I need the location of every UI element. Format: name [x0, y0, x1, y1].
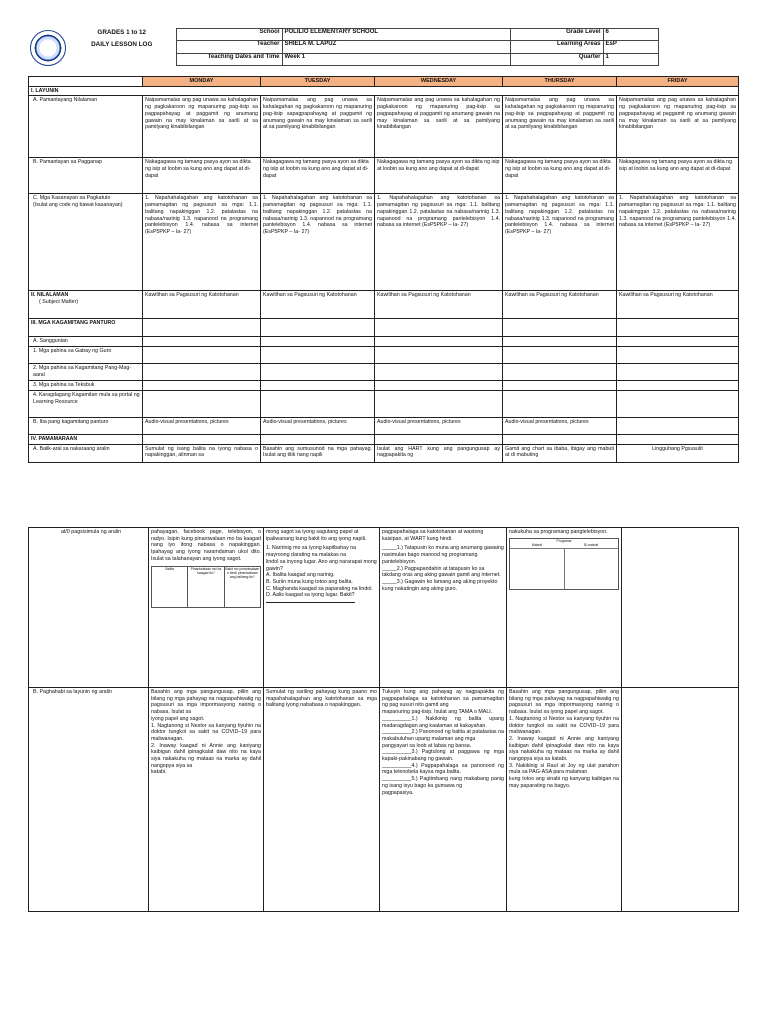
cell-a-mon: Naipamamalas ang pag unawa sa kahalagahan ng pagkakaroon ng mapanuring pag-iisip sa pagpapahayag at paggamit ng anumang gawain na may kinalaman sa sarili at sa pamilyang kinabibilangan	[143, 96, 261, 158]
pag-wed-2: __________1.) Nakikinig ng balita upang madaragdagan ang kaalaman at kakayahan.	[382, 715, 504, 729]
header-block	[28, 28, 738, 66]
section-layunin: I. LAYUNIN	[29, 86, 739, 96]
day-header-thursday: THURSDAY	[503, 77, 617, 87]
cell-a-thu: Naipamamalas ang pag unawa sa kahalagahan ng pagkakaroon ng mapanuring pag-iisip sa pagpapahayag at paggamit ng anumang gawain na may kinalaman sa sarili at sa pamilyang kinabibilangan	[503, 96, 617, 158]
nilalaman-label: II. NILALAMAN	[31, 292, 69, 299]
cell-a-fri: Naipamamalas ang pag unawa sa kahalagahan ng pagkakaroon ng mapanuring pag-iisip sa pagpapahayag at paggamit ng anumang gawain na may kinalaman sa sarili at sa pamilyang kinabibilangan	[617, 96, 739, 158]
pag-wed-0: Tukuyin kung ang pahayag ay nagpapakita ng pagpapahalaga sa katotohanan sa pamamagitan ng pag susuri nito gamit ang	[382, 689, 504, 709]
day-header-wednesday: WEDNESDAY	[375, 77, 503, 87]
programa-mini-table	[509, 538, 619, 590]
di-mabuti-col: Di-mabuti	[583, 542, 599, 547]
subject-matter-label: ( Subject Matter)	[39, 299, 79, 306]
day-header-friday: FRIDAY	[617, 77, 739, 87]
row-label-paghahabi: B. Paghahabi sa layunin ng aralin	[29, 688, 149, 912]
pag-wed-8: pagpapasiya.	[382, 789, 414, 796]
cell-pag-fri	[622, 688, 739, 912]
row-label-kagamitang-pang-mag-aaral: 2. Mga pahina sa Kagamitang Pang-Mag-aaral	[29, 364, 143, 381]
learning-area-value: EsP	[603, 41, 658, 53]
row-label-kasanayan	[29, 194, 143, 291]
tue-text-2: lindol sa inyong lugar. Ano ang nararapat mong gawin?	[266, 558, 377, 572]
row-label-kagamitang-panturo: III. MGA KAGAMITANG PANTURO	[29, 319, 143, 337]
dates-label: Teaching Dates and Time	[176, 53, 282, 65]
lesson-table-page1	[28, 76, 738, 463]
cell-nil-thu: Kawilihan sa Pagsusuri ng Katotohanan	[503, 291, 617, 319]
dates-value: Week 1	[282, 53, 510, 65]
tue-text-1: 1. Naririnig mo sa iyong kapitbahay na mayroong darating na malakas na	[266, 545, 357, 559]
quarter-label: Quarter	[510, 53, 603, 65]
cell-c-mon: 1. Napahahalagahan ang katotohanan sa pamamagitan ng pagsusuri sa mga: 1.1. balitang napakinggan 1.2. patalastas na nabasa/narinig 1.3. napanood na programang pantelebisyon 1.4. nabasa sa internet (EsP5PKP – Ia- 27)	[143, 194, 261, 291]
lesson-grid-continued	[28, 527, 739, 912]
tue-text-0: mong sagot sa iyong sagutang papel at ipaliwanang kung bakit ito ang iyong napili.	[266, 529, 367, 542]
learning-area-label: Learning Areas	[510, 41, 603, 53]
row-label-pamamaraan: IV. PAMAMARAAN	[29, 434, 143, 444]
pag-wed-4: pangyayari sa loob at labas ng bansa.	[382, 742, 472, 749]
cell-balik-fri: Lingguhang Pgsusulit	[617, 444, 739, 462]
pag-mon-3: 2. Inaway kaagad ni Annie ang kaniyang kaibigan dahil ipinagkalat daw nito na kaya siya nakakuha ng mataas na marka ay dahil nangopya siya sa	[151, 742, 261, 769]
teacher-label: Teacher	[176, 41, 282, 53]
cell-pag-thu	[507, 688, 622, 912]
mini-col-balita: Balita	[152, 567, 188, 607]
cell-balik-thu: Gamit ang chart sa ibaba, ibigay ang mabuti at di mabuting	[503, 444, 617, 462]
cell-iba-wed: Audio-visual presentations, pictures	[375, 417, 503, 434]
cell-pag-mon	[149, 688, 264, 912]
row-label-nilalaman	[29, 291, 143, 319]
row-label-balik-aral: A. Balik-aral sa nakaraang aralin	[29, 444, 143, 462]
cell-iba-thu: Audio-visual presentations, pictures	[503, 417, 617, 434]
cell-iba-tue: Audio-visual presentations, pictures	[261, 417, 375, 434]
cell-b-tue: Nakagagawa ng tamang pasya ayon sa dikta ng isip at loobin sa kung ano ang dapat at di-dapat	[261, 158, 375, 194]
deped-seal-logo	[28, 29, 68, 66]
pag-wed-7: __________5.) Pagtimbang nang makabang panig ng isang isyu bago ka gumawa ng	[382, 776, 504, 789]
tue-text-4: B. Suriin muna kung totoo ang balita.	[266, 578, 353, 585]
wed-text-3: _____3.) Gagawin ko lamang ang aking proyekto kung nakatingin ang aking guro.	[382, 578, 498, 592]
kasanayan-label: C. Mga Kasanayan sa Pagkatuto	[33, 195, 111, 202]
cell-balik-thu-cont	[507, 528, 622, 688]
thu-text: nakukuha sa programang pangtelebisyon.	[509, 529, 608, 535]
pag-thu-2: 2. Inaway kaagad ni Annie ang kaniyang kaibigan dahil ipinagkalat daw nito na kaya siya nakakuha ng mataas na marka ay dahil nangopya siya sa katabi.	[509, 735, 619, 763]
cell-c-thu: 1. Napahahalagahan ang katotohanan sa pamamagitan ng pagsusuri sa mga: 1.1. balitang napakinggan 1.2. patalastas na nabasa/narinig 1.3. napanood na programang pantelebisyon 1.4. nabasa sa internet (EsP5PKP – Ia- 27)	[503, 194, 617, 291]
cell-balik-wed: Isulat ang HART kung ang pangungusap ay nagpapakita ng	[375, 444, 503, 462]
balik-aral-continued-label: at/0 pagsisimula ng aralin	[29, 528, 149, 688]
cell-balik-fri-cont	[622, 528, 739, 688]
cell-b-fri: Nakagagawa ng tamang pasya ayon sa dikta ng isip at loobin sa kung ano ang dapat at di-dapat	[617, 158, 739, 194]
pag-mon-4: katabi.	[151, 769, 167, 776]
cell-nil-fri: Kawilihan sa Pagsusuri ng Katotohanan	[617, 291, 739, 319]
day-header-monday: MONDAY	[143, 77, 261, 87]
cell-balik-tue-cont	[264, 528, 380, 688]
school-value: POLILIO ELEMENTARY SCHOOL	[282, 29, 510, 41]
cell-b-mon: Nakagagawa ng tamang pasya ayon sa dikta ng isip at loobin sa kung ano ang dapat at di-dapat	[143, 158, 261, 194]
day-header-tuesday: TUESDAY	[261, 77, 375, 87]
programa-caption: Programa	[556, 538, 572, 543]
grade-level-value: 6	[603, 29, 658, 41]
mini-col-bakit: Bakit mo pinaniwalaan o hindi pinaniwalaan ang balitang ito?	[225, 566, 260, 579]
pag-mon-2: 1. Nagtanong si Nestor sa kanyang tiyuhin na doktor tungkol sa sakit na COVID–19 para maliwanagan.	[151, 722, 261, 742]
pag-mon-1: iyong papel ang sagot.	[151, 715, 205, 722]
cell-nil-tue: Kawilihan sa Pagsusuri ng Katotohanan	[261, 291, 375, 319]
cell-c-tue: 1. Napahahalagahan ang katotohanan sa pamamagitan ng pagsusuri sa mga: 1.1. balitang napakinggan 1.2. patalastas na nabasa/narinig 1.3. napanood na programang pantelebisyon 1.4. nabasa sa internet (EsP5PKP – Ia- 27)	[261, 194, 375, 291]
balik-mon-text: pahayagan, facebook page, telebisyon, o radyo. Isipin kung pinaniwalaan mo ba kaagad nang iyo itong nabasa o napakinggan. Ipahayag ang iyong naramdaman ukol dito. Isulat sa talahanayan ang iyong sagot.	[151, 529, 261, 562]
cell-a-tue: Naipamamalas ang pag unawa sa kahalagahan ng pagkakaroon ng mapanuring pag-iisip sapagpapahayag at paggamit ng anumang gawain na may kinalaman sa sarili at sa pamilyang kinabibilangan	[261, 96, 375, 158]
cell-balik-wed-cont	[380, 528, 507, 688]
cell-c-fri: 1. Napahahalagahan ang katotohanan sa pamamagitan ng pagsusuri sa mga: 1.1. balitang napakinggan 1.2. patalastas na nabasa/narinig 1.3. napanood na programang pantelebisyon 1.4. nabasa sa internet (EsP5PKP – Ia- 27)	[617, 194, 739, 291]
quarter-value: 1	[603, 53, 658, 65]
cell-nil-mon: Kawilihan sa Pagsusuri ng Katotohanan	[143, 291, 261, 319]
kasanayan-note: (Isulat ang code ng bawat kasanayan)	[33, 202, 123, 209]
pag-wed-1: mapanuring pag-iisip. Isulat ang TAMA o MALI.	[382, 709, 493, 716]
wed-text-2: _____2.) Pagpapandahin at tatapusin ko sa takdang oras ang aking gawain gamit ang internet.	[382, 565, 501, 579]
pag-wed-3: __________2.) Panonood ng balita at patalastas na makabuluhan upang malaman ang mga	[382, 729, 504, 742]
wed-text-1: _____1.) Tatapusin ko muna ang anumang gawaing nasimulan bago manood ng programang pantelebisyon.	[382, 545, 504, 565]
grades-title: GRADES 1 to 12	[97, 28, 147, 36]
cell-a-wed: Naipamamalas ang pag unawa sa kahalagahan ng pagkakaroon ng mapanuring pag-iisip sa pagpapahayag at paggamit ng anumang gawain na may kinalaman sa sarili at sa pamilyang kinabibilangan	[375, 96, 503, 158]
cell-iba-mon: Audio-visual presentations, pictures	[143, 417, 261, 434]
pag-thu-4: kung totoo ang sinabi ng kanyang kaibigan na may paparating na bagyo.	[509, 776, 619, 789]
cell-pag-tue: Sumulat ng sariling pahayag kung paano mo mapahahalagahan ang katotohanan sa mga balitang iyong nababasa o napakinggan.	[264, 688, 380, 912]
wed-text-0: pagpapahalaga sa katotohanan at wastong kaisipan, at WART kung hindi.	[382, 529, 484, 542]
pag-thu-3: 3. Nakikinig si Raul at Joy ng ulat panahon mula sa PAG-ASA para malaman	[509, 762, 619, 776]
row-label-pamantayang-nilalaman: A. Pamantayang Nilalaman	[29, 96, 143, 158]
pag-mon-0: Basahin ang mga pangungusap, piliin ang bilang ng mga pahayag na nagpapahiwatig ng pagsusuri sa mga impormasyong narinig o nabasa. Isulat sa	[151, 689, 261, 716]
row-label-gabay-guro: 1. Mga pahina sa Gabay ng Guro	[29, 347, 143, 364]
tue-text-5: C. Maghanda kaagad sa paparating na lindol.	[266, 585, 373, 592]
row-label-pamantayan-sa-pagganap: B. Pamantayan sa Pagganap	[29, 158, 143, 194]
pag-thu-0: Basahin ang mga pangungusap, piliin ang bilang ng mga pahayag na nagpapahiwatig ng pagsusuri sa mga impormasyong narinig o nabasa. Isulat sa iyong papel ang sagot.	[509, 689, 619, 716]
school-label: School	[176, 29, 282, 41]
lesson-table-page2	[28, 527, 738, 912]
pag-wed-5: __________3.) Pagtulong at paggawa ng mga kapaki-pakinabang ng gawain.	[382, 749, 504, 763]
cell-nil-wed: Kawilihan sa Pagsusuri ng Katotohanan	[375, 291, 503, 319]
lesson-grid	[28, 76, 739, 463]
pag-thu-1: 1. Nagtanong si Nestor sa kanyang tiyuhin na doktor tungkol sa sakit na COVID–19 para maliwanagan.	[509, 715, 619, 736]
mabuti-col: Mabuti	[531, 542, 543, 547]
teacher-value: SHIELA M. LAPUZ	[282, 41, 510, 53]
balita-mini-table	[151, 566, 261, 608]
row-label-teksbuk: 3. Mga pahina sa Teksbuk	[29, 381, 143, 391]
row-label-iba-pang-kagamitan: B. Iba pang kagamitang panturo	[29, 417, 143, 434]
answer-line	[266, 602, 355, 603]
cell-b-wed: Nakagagawa ng tamang pasya ayon sa dikta ng isip at loobin sa kung ano ang dapat at di-dapat	[375, 158, 503, 194]
cell-balik-mon-cont	[149, 528, 264, 688]
header-table	[28, 28, 738, 66]
daily-lesson-log-title: DAILY LESSON LOG	[91, 40, 153, 48]
tue-text-6: D. Aalis kaagad sa iyong lugar. Bakit?	[266, 592, 355, 599]
cell-balik-mon: Sumulat ng isang balita na iyong nabasa o napakinggan, alinman sa	[143, 444, 261, 462]
pag-wed-6: __________4.) Pagpapahalaga sa panonood ng mga telenobela kaysa mga balita.	[382, 762, 504, 776]
mini-col-pinaniwalaan: Pinaniwalaan mo ba kaagad ito?	[188, 567, 224, 607]
cell-c-wed: 1. Napahahalagahan ang katotohanan sa pamamagitan ng pagsusuri sa mga: 1.1. balitang napakinggan 1.2. patalastas na nabasa/narinig 1.3. napanood na programang pantelebisyon 1.4. nabasa sa internet (EsP5PKP – Ia- 27)	[375, 194, 503, 291]
cell-balik-tue: Basahin ang sumusunod na mga pahayag. Isulat ang titik nang napili	[261, 444, 375, 462]
grade-level-label: Grade Level	[510, 29, 603, 41]
row-label-sanggunian: A. Sanggunian	[29, 337, 143, 347]
cell-pag-wed	[380, 688, 507, 912]
cell-b-thu: Nakagagawa ng tamang pasya ayon sa dikta ng isip at loobin sa kung ano ang dapat at di-dapat	[503, 158, 617, 194]
tue-text-3: A. Ibalita kaagad ang narinig.	[266, 572, 335, 579]
row-label-karagdagang-kagamitan: 4. Karagdagang Kagamitan mula sa portal ng Learning Resource	[29, 390, 143, 417]
